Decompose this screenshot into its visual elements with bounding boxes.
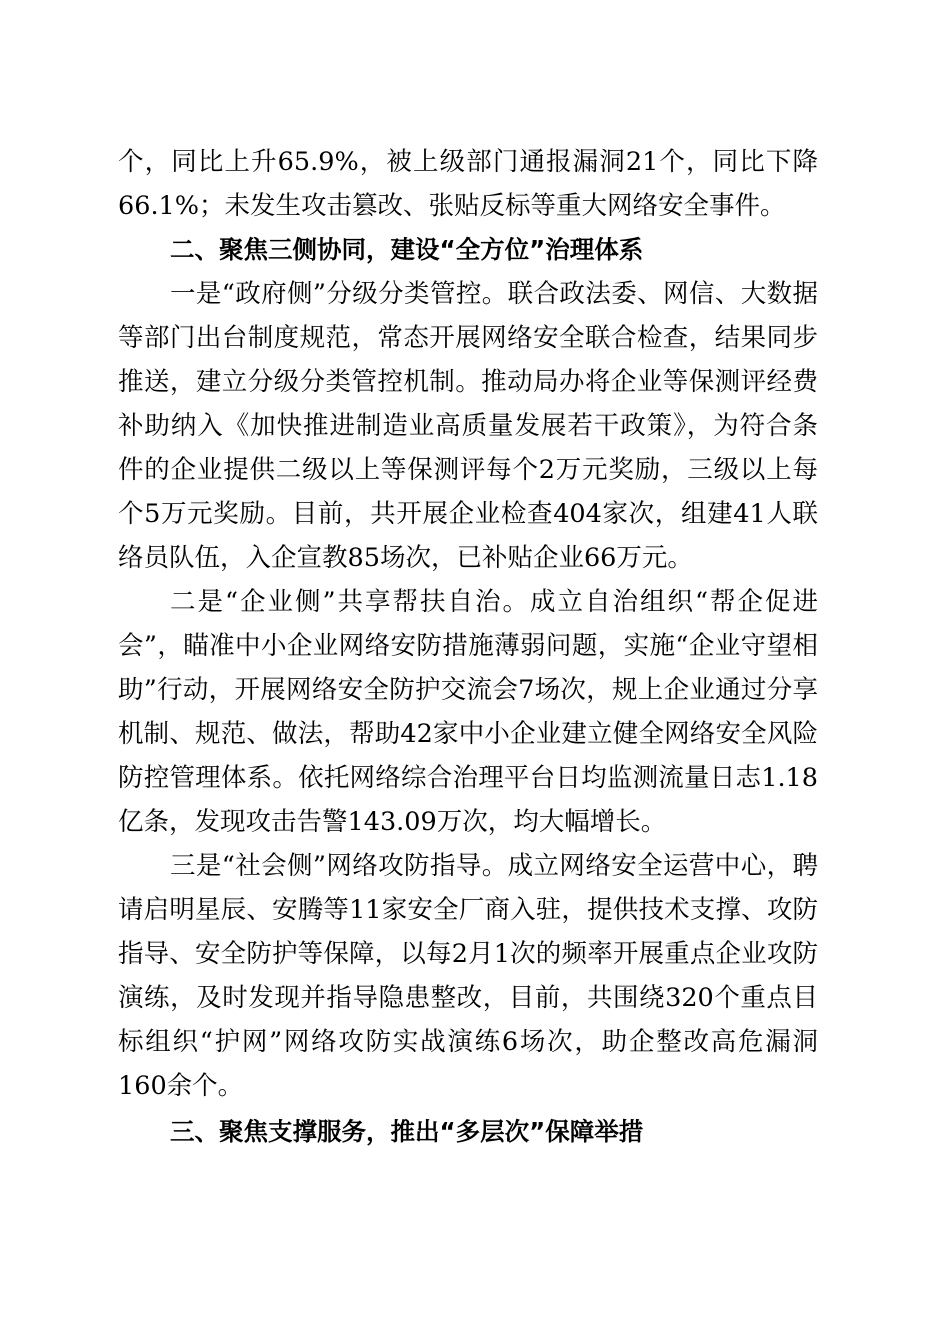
document-body xyxy=(118,140,818,1154)
paragraph-society-side: 三是“社会侧”网络攻防指导。成立网络安全运营中心，聘请启明星辰、安腾等11家安全厂商入驻，提供技术支撑、攻防指导、安全防护等保障，以每2月1次的频率开展重点企业攻防演练，及时发现并指导隐患整改，目前，共围绕320个重点目标组织“护网”网络攻防实战演练6场次，助企整改高危漏洞160余个。 xyxy=(118,851,818,1101)
section-heading-2: 二、聚焦三侧协同，建设“全方位”治理体系 xyxy=(170,235,644,264)
section-heading-3: 三、聚焦支撑服务，推出“多层次”保障举措 xyxy=(170,1117,644,1146)
continuation-paragraph: 个，同比上升65.9%，被上级部门通报漏洞21个，同比下降66.1%；未发生攻击篡改、张贴反标等重大网络安全事件。 xyxy=(118,147,818,221)
paragraph-government-side: 一是“政府侧”分级分类管控。联合政法委、网信、大数据等部门出台制度规范，常态开展网络安全联合检查，结果同步推送，建立分级分类管控机制。推动局办将企业等保测评经费补助纳入《加快推进制造业高质量发展若干政策》，为符合条件的企业提供二级以上等保测评每个2万元奖励，三级以上每个5万元奖励。目前，共开展企业检查404家次，组建41人联络员队伍，入企宣教85场次，已补贴企业66万元。 xyxy=(118,279,818,573)
paragraph-enterprise-side: 二是“企业侧”共享帮扶自治。成立自治组织“帮企促进会”，瞄准中小企业网络安防措施薄弱问题，实施“企业守望相助”行动，开展网络安全防护交流会7场次，规上企业通过分享机制、规范、做法，帮助42家中小企业建立健全网络安全风险防控管理体系。依托网络综合治理平台日均监测流量日志1.18亿条，发现攻击告警143.09万次，均大幅增长。 xyxy=(118,587,818,837)
